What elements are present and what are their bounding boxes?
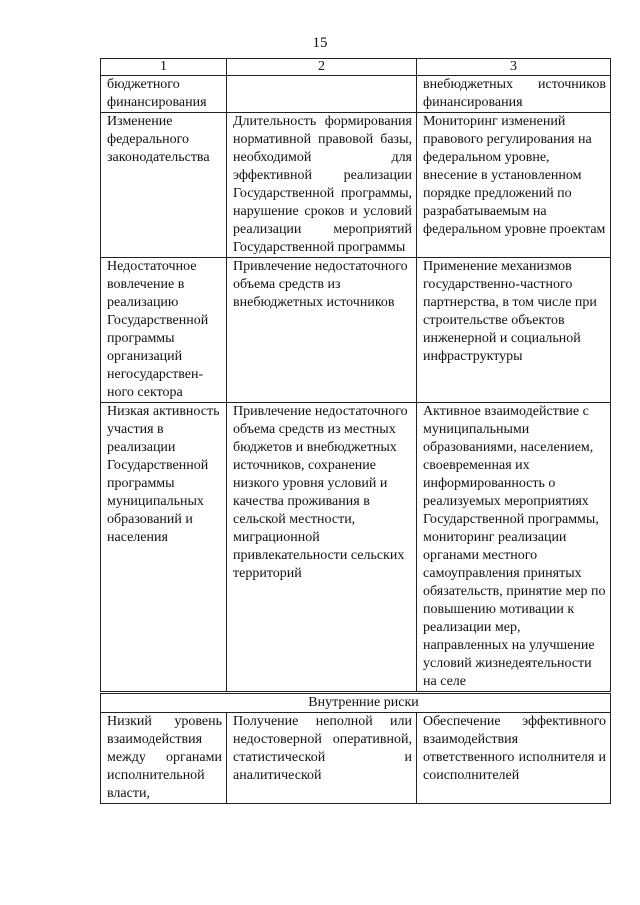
measure-cell: Активное взаимодействие с муниципальными образованиями, населением, своевременная их информированность о реализуемых мероприятиях Государственной программы, мониторинг реализации органами местного самоуправления принятых обязательств, принятие мер по повышению мотивации к реализации мер, направленных на улучшение условий жизнедеятельности на селе: [417, 403, 611, 693]
section-title: Внутренние риски: [101, 693, 611, 713]
table-header-row: [101, 59, 611, 76]
risk-cell: Низкий уровень взаимодействия между органами исполнительной власти,: [101, 713, 227, 804]
section-row: [101, 693, 611, 713]
measure-cell: Применение механизмов государственно-частного партнерства, в том числе при строительстве объектов инженерной и социальной инфраструктуры: [417, 258, 611, 403]
consequence-cell: Получение неполной или недостоверной оперативной, статистической и аналитической: [227, 713, 417, 804]
page-number: 15: [312, 35, 328, 51]
risk-cell: Изменение федерального законодательства: [101, 113, 227, 258]
table-row: [101, 113, 611, 258]
table-row: [101, 76, 611, 113]
measure-cell: Обеспечение эффективного взаимодействия ответственного исполнителя и соисполнителей: [417, 713, 611, 804]
risk-cell: Низкая активность участия в реализации Государственной программы муниципальных образований и населения: [101, 403, 227, 693]
column-number-3: 3: [417, 59, 611, 76]
consequence-cell: Привлечение недостаточного объема средств из местных бюджетов и внебюджетных источников, сохранение низкого уровня условий и качества проживания в сельской местности, миграционной привлекательности сельских территорий: [227, 403, 417, 693]
table-row: [101, 258, 611, 403]
measure-cell: Мониторинг изменений правового регулирования на федеральном уровне, внесение в установленном порядке предложений по разрабатываемым на федеральном уровне проектам: [417, 113, 611, 258]
column-number-2: 2: [227, 59, 417, 76]
measure-cell: внебюджетных источников финансирования: [417, 76, 611, 113]
consequence-cell: Длительность формирования нормативной правовой базы, необходимой для эффективной реализации Государственной программы, нарушение сроков и условий реализации мероприятий Государственной программы: [227, 113, 417, 258]
consequence-cell: [227, 76, 417, 113]
consequence-cell: Привлечение недостаточного объема средств из внебюджетных источников: [227, 258, 417, 403]
risk-table: [100, 58, 611, 804]
column-number-1: 1: [101, 59, 227, 76]
risk-cell: Недостаточное вовлечение в реализацию Государственной программы организаций негосударствен-ного сектора: [101, 258, 227, 403]
risk-cell: бюджетного финансирования: [101, 76, 227, 113]
table-row: [101, 403, 611, 693]
table-row: [101, 713, 611, 804]
